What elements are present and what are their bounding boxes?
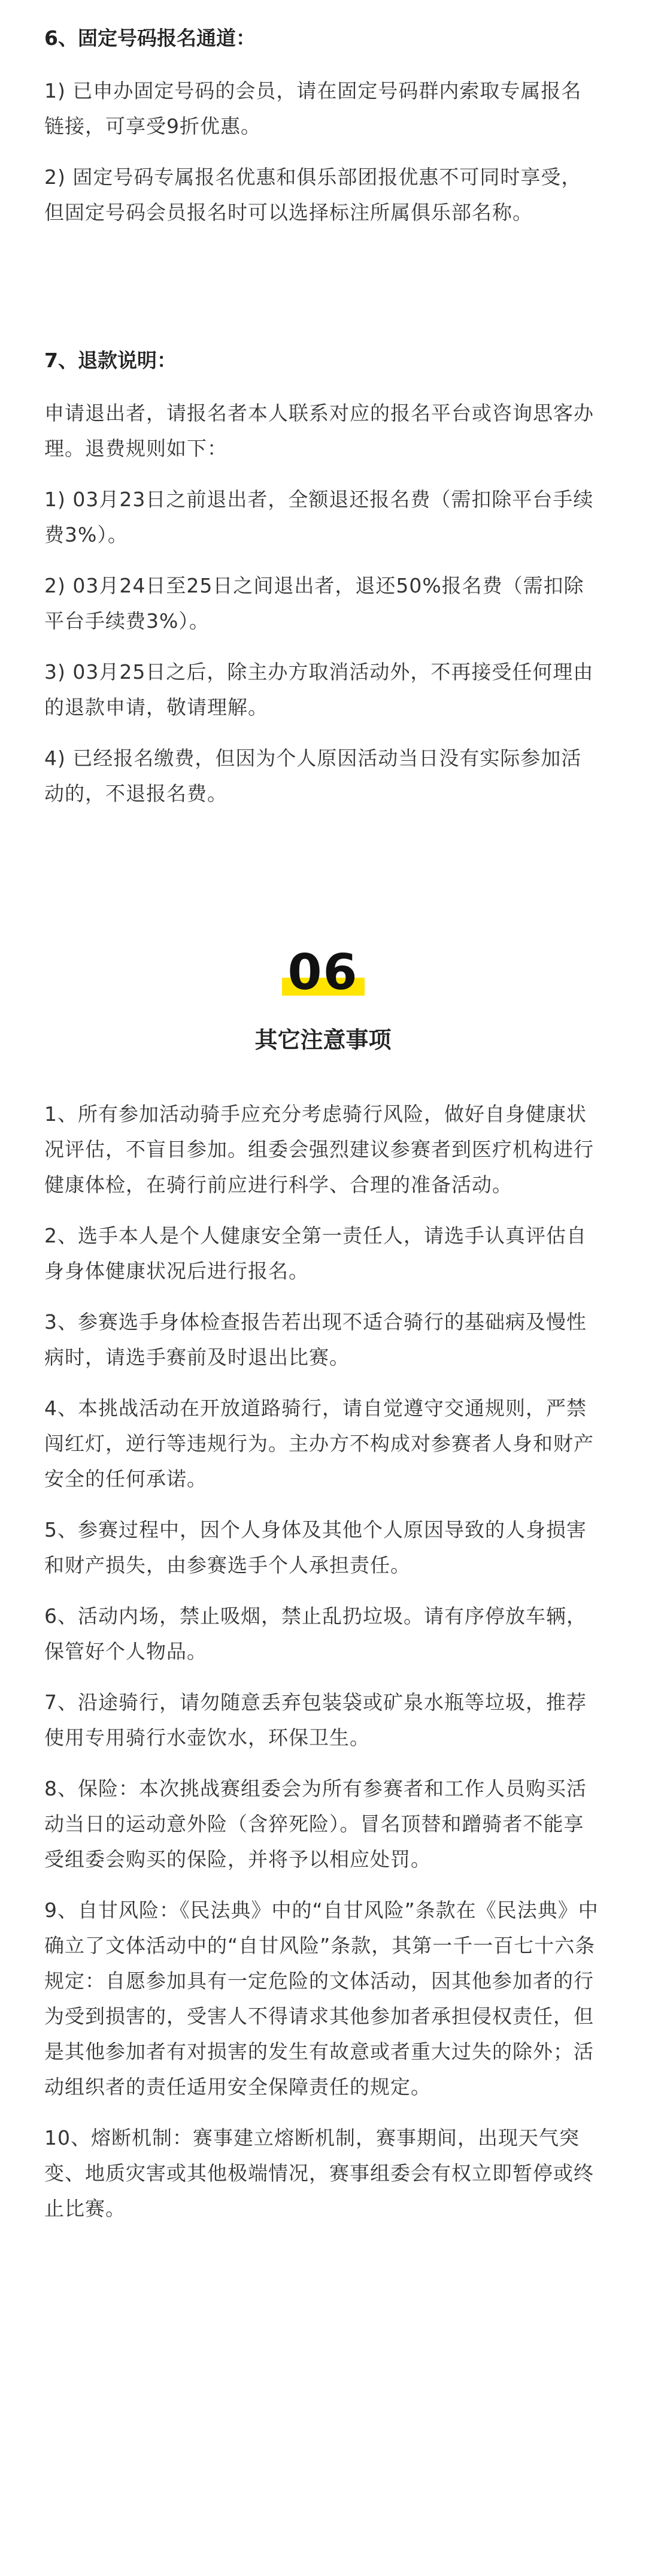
notice-list <box>44 1096 601 2226</box>
section-7-item-3: 3) 03月25日之后，除主办方取消活动外，不再接受任何理由的退款申请，敬请理解。 <box>44 660 594 719</box>
section-6-item-2: 2) 固定号码专属报名优惠和俱乐部团报优惠不可同时享受，但固定号码会员报名时可以选择标注所属俱乐部名称。 <box>44 165 582 224</box>
notice-item-4: 4、本挑战活动在开放道路骑行，请自觉遵守交通规则，严禁闯红灯，逆行等违规行为。主办方不构成对参赛者人身和财产安全的任何承诺。 <box>44 1396 594 1490</box>
notice-item-1: 1、所有参加活动骑手应充分考虑骑行风险，做好自身健康状况评估，不盲目参加。组委会强烈建议参赛者到医疗机构进行健康体检，在骑行前应进行科学、合理的准备活动。 <box>44 1102 594 1196</box>
section-7-heading: 7、退款说明： <box>44 349 177 372</box>
section-7-item-1: 1) 03月23日之前退出者，全额退还报名费（需扣除平台手续费3%）。 <box>44 488 594 546</box>
part-title: 其它注意事项 <box>254 1027 392 1053</box>
notice-item-5: 5、参赛过程中，因个人身体及其他个人原因导致的人身损害和财产损失，由参赛选手个人承担责任。 <box>44 1518 587 1577</box>
section-7-intro: 申请退出者，请报名者本人联系对应的报名平台或咨询思客办理。退费规则如下： <box>44 401 594 460</box>
notice-item-2: 2、选手本人是个人健康安全第一责任人，请选手认真评估自身身体健康状况后进行报名。 <box>44 1224 587 1283</box>
section-6-heading: 6、固定号码报名通道： <box>44 26 256 50</box>
section-7 <box>44 346 601 811</box>
part-number: 06 <box>287 944 359 1001</box>
section-6-item-1: 1) 已申办固定号码的会员，请在固定号码群内索取专属报名链接，可享受9折优惠。 <box>44 79 582 138</box>
section-7-item-2: 2) 03月24日至25日之间退出者，退还50%报名费（需扣除平台手续费3%）。 <box>44 574 584 633</box>
section-6 <box>44 24 601 230</box>
notice-item-7: 7、沿途骑行，请勿随意丢弃包装袋或矿泉水瓶等垃圾，推荐使用专用骑行水壶饮水，环保卫生。 <box>44 1691 587 1749</box>
part-number-badge <box>0 944 646 1002</box>
notice-item-3: 3、参赛选手身体检查报告若出现不适合骑行的基础病及慢性病时，请选手赛前及时退出比赛。 <box>44 1310 587 1369</box>
notice-item-8: 8、保险：本次挑战赛组委会为所有参赛者和工作人员购买活动当日的运动意外险（含猝死险）。冒名顶替和蹭骑者不能享受组委会购买的保险，并将予以相应处罚。 <box>44 1777 587 1871</box>
notice-item-10: 10、熔断机制：赛事建立熔断机制，赛事期间，出现天气突变、地质灾害或其他极端情况，赛事组委会有权立即暂停或终止比赛。 <box>44 2126 594 2220</box>
notice-item-9: 9、自甘风险：《民法典》中的“自甘风险”条款在《民法典》中确立了文体活动中的“自甘风险”条款，其第一千一百七十六条规定：自愿参加具有一定危险的文体活动，因其他参加者的行为受到损害的，受害人不得请求其他参加者承担侵权责任，但是其他参加者有对损害的发生有故意或者重大过失的除外；活动组织者的责任适用安全保障责任的规定。 <box>44 1898 599 2099</box>
section-7-item-4: 4) 已经报名缴费，但因为个人原因活动当日没有实际参加活动的，不退报名费。 <box>44 746 582 805</box>
notice-item-6: 6、活动内场，禁止吸烟，禁止乱扔垃圾。请有序停放车辆，保管好个人物品。 <box>44 1604 587 1663</box>
